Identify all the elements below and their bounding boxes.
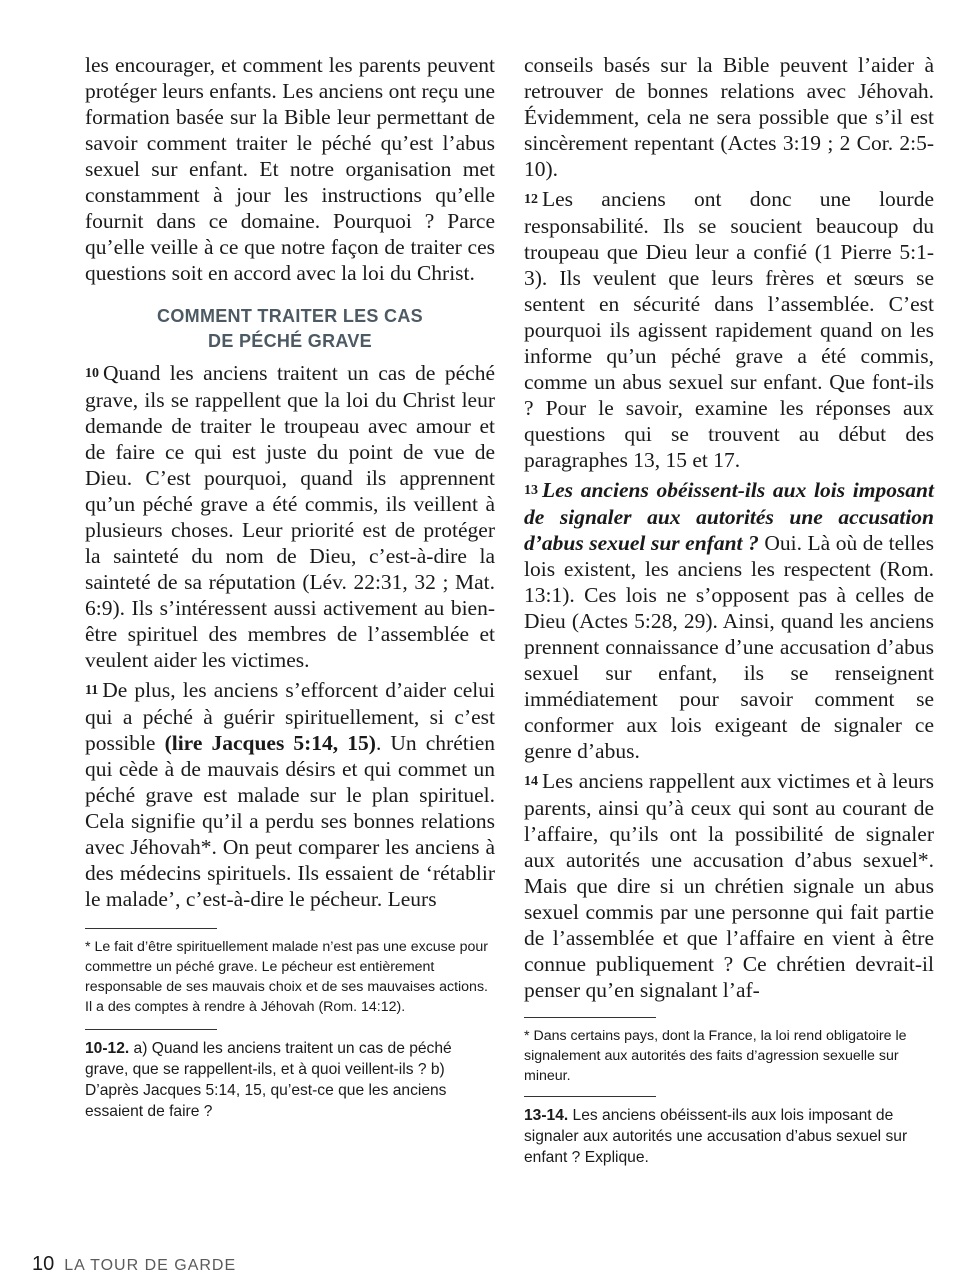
paragraph-13 [524,477,934,764]
question-divider [85,1029,217,1030]
footnote: * Le fait d’être spirituellement malade n’est pas une excuse pour commettre un péché grave. Le pécheur est entièrement responsable de ses mauvais choix et de ses mauvaises actions. Il a des comptes à rendre à Jéhovah (Rom. 14:12). [85,939,488,1015]
paragraph-12 [524,186,934,473]
paragraph-11 [85,677,495,912]
right-body [524,52,934,1003]
section-heading-line1: COMMENT TRAITER LES CAS [157,306,423,326]
study-question [524,1105,934,1168]
paragraph-text: Quand les anciens traitent un cas de péché grave, ils se rappellent que la loi du Christ leur demande de traiter le troupeau avec amour et de faire ce qui est juste du point de vue de Dieu. C’est pourquoi, quand ils apprennent qu’un péché grave a été commis, ils veillent à plusieurs choses. Leur priorité est de protéger la sainteté du nom de Dieu, c’est-à-dire la sainteté de sa réputation (Lév. 22:31, 32 ; Mat. 6:9). Ils s’intéressent aussi activement au bien-être spirituel des membres de l’assemblée et veulent aider les victimes. [85,361,495,672]
question-number: 13-14. [524,1107,569,1124]
publication-title: LA TOUR DE GARDE [64,1257,237,1274]
paragraph-number: 11 [85,683,99,698]
paragraph-number: 12 [524,192,538,207]
paragraph-text: Les anciens ont donc une lourde responsabilité. Ils se soucient beaucoup du troupeau que Dieu leur a confié (1 Pierre 5:1-3). Ils veulent que leurs frères et sœurs se sentent en sécurité dans l’assemblée. C’est pourquoi ils agissent rapidement quand on les informe qu’un péché grave a été commis, comme un abus sexuel sur enfant. Que font-ils ? Pour le savoir, examine les réponses aux questions qui se trouvent au début des paragraphes 13, 15 et 17. [524,187,934,472]
paragraph-number: 13 [524,483,538,498]
paragraph-text: Les anciens rappellent aux victimes et à leurs parents, ainsi qu’à ceux qui sont au courant de l’affaire, qu’ils ont la possibilité de signaler aux autorités une accusation d’abus sexuel*. Mais que dire si un chrétien signale un abus sexuel commis par une personne qui fait partie de l’assemblée et que l’affaire en vient à être connue publiquement ? Ce chrétien devrait-il penser qu’en signalant l’af- [524,769,934,1002]
paragraph-text: . Un chrétien qui cède à de mauvais désirs et qui commet un péché grave est malade sur le plan spirituel. Cela signifie qu’il a perdu ses bonnes relations avec Jéhovah*. On peut comparer les anciens à des médecins spirituels. Ils essaient de ‘rétablir le malade’, c’est-à-dire le pécheur. Leurs [85,731,495,911]
left-column [85,52,495,1122]
paragraph-text: Oui. Là où de telles lois existent, les anciens les respectent (Rom. 13:1). Ces lois ne s’opposent pas à celles de Dieu (Actes 5:28, 29). Ainsi, quand les anciens prennent connaissance d’une accusation d’abus sexuel sur enfant, ils se renseignent immédiatement pour savoir comment se conformer aux lois exigeant de signaler ce genre d’abus. [524,531,935,763]
question-number: 10-12. [85,1040,130,1057]
paragraph-number: 10 [85,366,99,381]
scripture-reference: (lire Jacques 5:14, 15) [164,731,376,755]
paragraph-question: Les anciens obéissent-ils aux lois imposant de signaler aux autorités une accusation d’abus sexuel sur enfant ? [524,478,934,555]
question-text: Les anciens obéissent-ils aux lois imposant de signaler aux autorités une accusation d’abus sexuel sur enfant ? Explique. [524,1107,908,1166]
paragraph-continuation: les encourager, et comment les parents peuvent protéger leurs enfants. Les anciens ont reçu une formation basée sur la Bible leur permettant de savoir comment traiter le péché qu’est l’abus sexuel sur enfant. Et notre organisation met constamment à jour les instructions qu’elle fournit dans ce domaine. Pourquoi ? Parce qu’elle veille à ce que notre façon de traiter ces questions soit en accord avec la loi du Christ. [85,53,495,285]
question-text: a) Quand les anciens traitent un cas de péché grave, que se rappellent-ils, et à quoi veillent-ils ? b) D’après Jacques 5:14, 15, qu’est-ce que les anciens essaient de faire ? [85,1040,452,1120]
section-heading-line2: DE PÉCHÉ GRAVE [208,331,372,351]
paragraph-text: De plus, les anciens s’efforcent d’aider celui qui a péché à guérir spirituellement, si c’est possible [85,678,495,755]
question-divider [524,1096,656,1097]
paragraph-14 [524,768,934,1003]
paragraph-continuation: conseils basés sur la Bible peuvent l’aider à retrouver de bonnes relations avec Jéhovah. Évidemment, cela ne sera possible que s’il est sincèrement repentant (Actes 3:19 ; 2 Cor. 2:5-10). [524,53,934,181]
study-question [85,1038,495,1122]
page-number: 10 [32,1253,55,1275]
paragraph-10 [85,360,495,673]
paragraph-number: 14 [524,774,538,789]
section-heading [85,304,495,354]
footnote-divider [524,1017,656,1018]
page-footer [32,1253,236,1276]
footnote-divider [85,928,217,929]
footnote: * Dans certains pays, dont la France, la loi rend obligatoire le signalement aux autorités des faits d’agression sexuelle sur mineur. [524,1028,907,1084]
left-body [85,52,495,912]
right-column [524,52,934,1168]
